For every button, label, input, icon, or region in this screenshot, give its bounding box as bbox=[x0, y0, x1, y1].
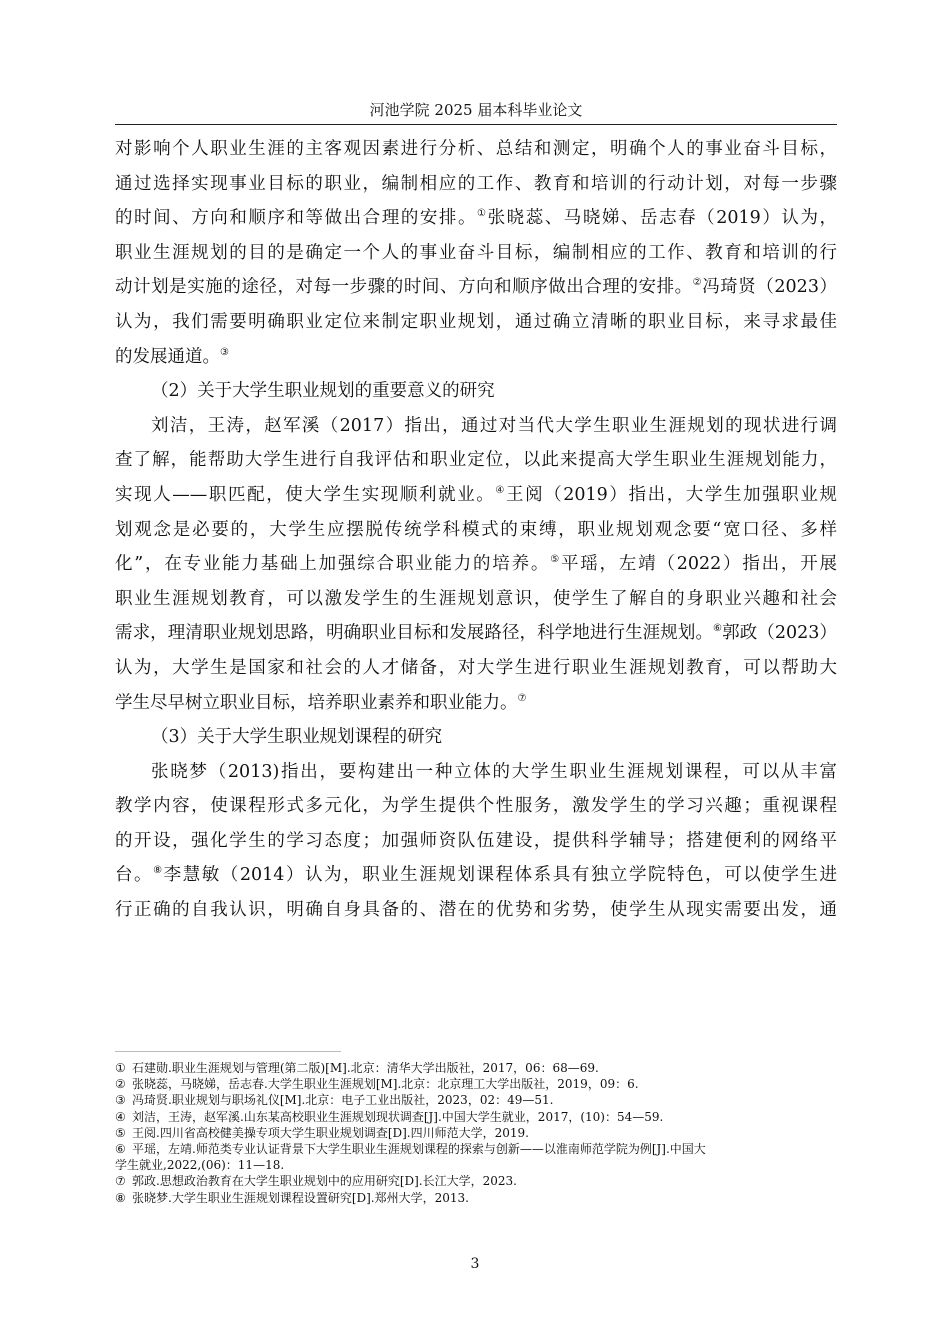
header-rule bbox=[115, 124, 837, 125]
body-line: 认为，大学生是国家和社会的人才储备，对大学生进行职业生涯规划教育，可以帮助大 bbox=[115, 657, 837, 678]
footnote: ⑦ 郭政.思想政治教育在大学生职业规划中的应用研究[D].长江大学，2023. bbox=[115, 1174, 517, 1189]
footnote-ref-7: ⑦ bbox=[517, 692, 527, 704]
body-line: 通过选择实现事业目标的职业，编制相应的工作、教育和培训的行动计划，对每一步骤 bbox=[115, 173, 837, 194]
body-line: 实现人——职匹配，使大学生实现顺利就业。④王阅（2019）指出，大学生加强职业规 bbox=[115, 484, 837, 505]
footnotes bbox=[115, 1060, 837, 1206]
footnote: ① 石建勋.职业生涯规划与管理(第二版)[M].北京：清华大学出版社，2017，06：68—69. bbox=[115, 1061, 599, 1075]
body-line: 化”，在专业能力基础上加强综合职业能力的培养。⑤平瑶，左靖（2022）指出，开展 bbox=[115, 554, 837, 575]
footnote-ref-1: ① bbox=[477, 208, 488, 220]
body-line: 职业生涯规划的目的是确定一个人的事业奋斗目标，编制相应的工作、教育和培训的行 bbox=[115, 242, 837, 263]
body-line: 职业生涯规划教育，可以激发学生的生涯规划意识，使学生了解自的身职业兴趣和社会 bbox=[115, 588, 837, 609]
page-number: 3 bbox=[470, 1256, 480, 1272]
body-line: 的发展通道。③ bbox=[115, 346, 229, 367]
footnote: ⑤ 王阅.四川省高校健美操专项大学生职业规划调查[D].四川师范大学，2019. bbox=[115, 1125, 529, 1140]
body-line: 张晓梦（2013)指出，要构建出一种立体的大学生职业生涯规划课程，可以从丰富 bbox=[151, 761, 837, 782]
section-heading: （3）关于大学生职业规划课程的研究 bbox=[151, 727, 443, 748]
footnote: ⑥ 平瑶，左靖.师范类专业认证背景下大学生职业生涯规划课程的探索与创新——以淮南师范学院为例[J].中国大 bbox=[115, 1142, 706, 1157]
footnote-ref-5: ⑤ bbox=[550, 554, 561, 566]
body-line: 查了解，能帮助大学生进行自我评估和职业定位，以此来提高大学生职业生涯规划能力， bbox=[115, 450, 837, 471]
running-header: 河池学院 2025 届本科毕业论文 bbox=[369, 101, 583, 119]
footnote: ⑧ 张晓梦.大学生职业生涯规划课程设置研究[D].郑州大学，2013. bbox=[115, 1190, 469, 1205]
body-line: 动计划是实施的途径，对每一步骤的时间、方向和顺序做出合理的安排。②冯琦贤（2023） bbox=[115, 277, 837, 298]
body-line: 的开设，强化学生的学习态度；加强师资队伍建设，提供科学辅导；搭建便利的网络平 bbox=[115, 830, 837, 851]
body-line: 教学内容，使课程形式多元化，为学生提供个性服务，激发学生的学习兴趣；重视课程 bbox=[115, 796, 837, 817]
body-line: 台。⑧李慧敏（2014）认为，职业生涯规划课程体系具有独立学院特色，可以使学生进 bbox=[115, 865, 837, 886]
footnote-ref-8: ⑧ bbox=[153, 865, 164, 877]
section-heading: （2）关于大学生职业规划的重要意义的研究 bbox=[151, 381, 495, 402]
footnote: ④ 刘洁，王涛，赵军溪.山东某高校职业生涯规划现状调查[J].中国大学生就业，2017，(10)：54—59. bbox=[115, 1109, 664, 1124]
footnote-ref-3: ③ bbox=[220, 346, 229, 358]
footnote-ref-2: ② bbox=[692, 277, 703, 289]
footnote-separator bbox=[115, 1051, 341, 1052]
footnote-ref-4: ④ bbox=[495, 484, 506, 496]
footnote-ref-6: ⑥ bbox=[713, 623, 723, 635]
body-text bbox=[115, 132, 837, 928]
footnote: ② 张晓蕊，马晓娣，岳志春.大学生职业生涯规划[M].北京：北京理工大学出版社，2019，09：6. bbox=[115, 1077, 639, 1092]
body-line: 的时间、方向和顺序和等做出合理的安排。①张晓蕊、马晓娣、岳志春（2019）认为， bbox=[115, 208, 837, 229]
footnote-continuation: 学生就业,2022,(06)：11—18. bbox=[115, 1158, 285, 1173]
footnote: ③ 冯琦贤.职业规划与职场礼仪[M].北京：电子工业出版社，2023，02：49—51. bbox=[115, 1093, 554, 1108]
body-line: 划观念是必要的，大学生应摆脱传统学科模式的束缚，职业规划观念要“宽口径、多样 bbox=[115, 519, 837, 540]
body-line: 认为，我们需要明确职业定位来制定职业规划，通过确立清晰的职业目标，来寻求最佳 bbox=[115, 311, 837, 332]
body-line: 刘洁，王涛，赵军溪（2017）指出，通过对当代大学生职业生涯规划的现状进行调 bbox=[151, 415, 837, 436]
body-line: 需求，理清职业规划思路，明确职业目标和发展路径，科学地进行生涯规划。⑥郭政（2023） bbox=[115, 623, 837, 644]
body-line: 行正确的自我认识，明确自身具备的、潜在的优势和劣势，使学生从现实需要出发，通 bbox=[115, 900, 837, 921]
body-line: 学生尽早树立职业目标，培养职业素养和职业能力。⑦ bbox=[115, 692, 527, 713]
body-line: 对影响个人职业生涯的主客观因素进行分析、总结和测定，明确个人的事业奋斗目标， bbox=[115, 139, 837, 159]
